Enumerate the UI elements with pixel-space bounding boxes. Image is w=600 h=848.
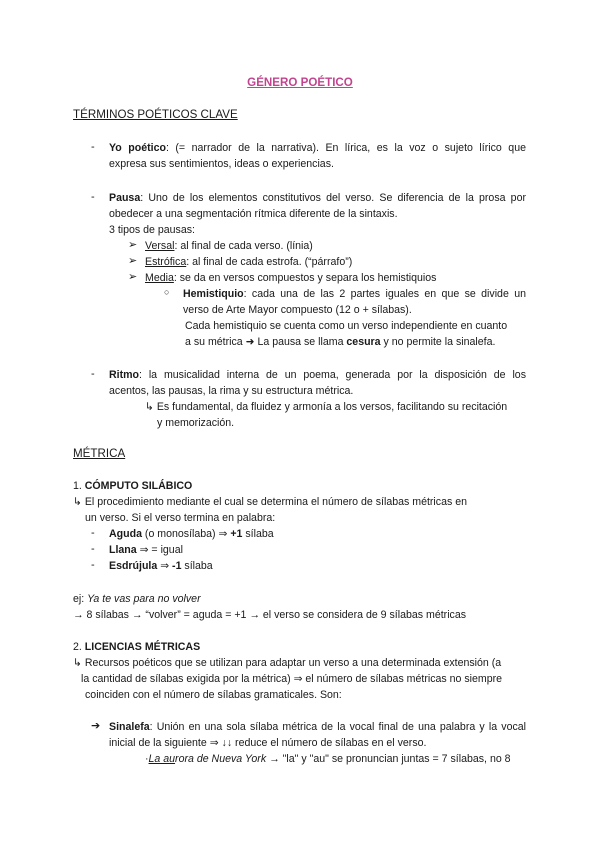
licencias-title: LICENCIAS MÉTRICAS — [84, 641, 201, 653]
section-heading-metrica: MÉTRICA — [73, 447, 126, 460]
hemistiquio-line4 — [185, 334, 495, 350]
ritmo-def: : la musicalidad interna de un poema, generada por la disposición de los — [139, 369, 526, 381]
term-llana: Llana — [109, 544, 137, 556]
esdrujula-end: sílaba — [181, 560, 213, 572]
term-cesura: cesura — [346, 336, 381, 348]
pausa-media — [145, 270, 436, 286]
yo-poetico-line1 — [109, 140, 526, 156]
hemistiquio-def: : cada una de las 2 partes iguales en que se divide un — [243, 288, 526, 300]
dash-bullet: - — [91, 559, 95, 571]
example-verse: Ya te vas para no volver — [87, 593, 201, 605]
esdrujula-value: -1 — [172, 560, 182, 572]
example-prefix: ej: — [73, 593, 88, 605]
esdrujula-rest: ⇒ — [157, 560, 173, 572]
sinalefa-ex-joined: La au — [148, 753, 176, 765]
dash-bullet: - — [91, 141, 95, 153]
term-versal: Versal — [145, 240, 175, 252]
pausa-line1 — [109, 190, 526, 206]
hemistiquio-line3: Cada hemistiquio se cuenta como un verso independiente en cuanto — [185, 320, 508, 332]
yo-poetico-def: : (= narrador de la narrativa). En lírica, es la voz o sujeto lírico que — [165, 142, 526, 154]
sinalefa-example — [145, 751, 511, 767]
sinalefa-ex-rest: → "la" y "au" se pronuncian juntas = 7 sílabas, no 8 — [266, 753, 511, 765]
dash-bullet: - — [91, 527, 95, 539]
corner-arrow-icon: ↳ — [73, 496, 82, 508]
example-calc-line: → 8 sílabas → “volver” = aguda = +1 → el verso se considera de 9 sílabas métricas — [73, 609, 467, 621]
hemi-line4-b: La pausa se llama — [254, 336, 347, 348]
term-esdrujula: Esdrújula — [109, 560, 158, 572]
circle-bullet-icon: ○ — [164, 287, 170, 297]
page-title: GÉNERO POÉTICO — [247, 76, 353, 89]
ritmo-line3-text: Es fundamental, da fluidez y armonía a los versos, facilitando su recitación — [153, 401, 508, 413]
sinalefa-ex-verse: rora de Nueva York — [175, 753, 267, 765]
licencias-line2: la cantidad de sílabas exigida por la métrica) ⇒ el número de sílabas métricas no siempre — [81, 673, 503, 685]
licencias-line3: coinciden con el número de sílabas gramaticales. Son: — [85, 689, 342, 701]
dash-bullet: - — [91, 543, 95, 555]
aguda-end: sílaba — [242, 528, 274, 540]
yo-poetico-line2: expresa sus sentimientos, ideas o experiencias. — [109, 158, 334, 170]
ritmo-line2: acentos, las pausas, la rima y su estructura métrica. — [109, 385, 354, 397]
term-media: Media — [145, 272, 174, 284]
term-yo-poetico: Yo poético — [109, 142, 166, 154]
right-arrow-bullet-icon: ➔ — [91, 720, 101, 732]
computo-line1 — [73, 494, 467, 510]
term-hemistiquio: Hemistiquio — [183, 288, 244, 300]
term-ritmo: Ritmo — [109, 369, 140, 381]
aguda-value: +1 — [230, 528, 243, 540]
regla-aguda — [109, 526, 274, 542]
term-estrofica: Estrófica — [145, 256, 187, 268]
versal-def: : al final de cada verso. (línia) — [174, 240, 313, 252]
llana-rest: ⇒ = igual — [136, 544, 183, 556]
computo-heading — [73, 478, 192, 494]
hemi-line4-a: a su métrica — [185, 336, 246, 348]
media-def: : se da en versos compuestos y separa los hemistiquios — [173, 272, 437, 284]
pausa-def: : Uno de los elementos constitutivos del verso. Se diferencia de la prosa por — [140, 192, 526, 204]
ritmo-line4: y memorización. — [157, 417, 235, 429]
computo-number: 1. — [73, 480, 85, 492]
pausa-line3: 3 tipos de pausas: — [109, 224, 195, 236]
corner-arrow-icon: ↳ — [145, 401, 154, 413]
term-pausa: Pausa — [109, 192, 141, 204]
ritmo-line3 — [145, 399, 507, 415]
pausa-versal — [145, 238, 313, 254]
pausa-estrofica — [145, 254, 352, 270]
regla-llana — [109, 542, 183, 558]
arrowhead-bullet-icon: ➢ — [128, 255, 138, 267]
licencias-line1 — [73, 655, 501, 671]
corner-arrow-icon: ↳ — [73, 657, 82, 669]
arrowhead-bullet-icon: ➢ — [128, 271, 138, 283]
computo-line1-text: El procedimiento mediante el cual se determina el número de sílabas métricas en — [81, 496, 467, 508]
aguda-rest: (o monosílaba) ⇒ — [141, 528, 231, 540]
dash-bullet: - — [91, 191, 95, 203]
arrowhead-bullet-icon: ➢ — [128, 239, 138, 251]
sinalefa-def: : Unión en una sola sílaba métrica de la vocal final de una palabra y la vocal — [149, 721, 526, 733]
term-sinalefa: Sinalefa — [109, 721, 150, 733]
licencias-line1-text: Recursos poéticos que se utilizan para adaptar un verso a una determinada extensión (a — [81, 657, 502, 669]
section-heading-terminos: TÉRMINOS POÉTICOS CLAVE — [73, 108, 238, 121]
sinalefa-line2: inicial de la siguiente ⇒ ↓↓ reduce el número de sílabas en el verso. — [109, 737, 427, 749]
dash-bullet: - — [91, 368, 95, 380]
regla-esdrujula — [109, 558, 213, 574]
licencias-heading — [73, 639, 200, 655]
hemi-line4-c: y no permite la sinalefa. — [380, 336, 496, 348]
sinalefa-line1 — [109, 719, 526, 735]
sinalefa-ex-dot: · — [145, 753, 149, 765]
ritmo-line1 — [109, 367, 526, 383]
hemistiquio-line1 — [183, 286, 526, 302]
pausa-line2: obedecer a una segmentación rítmica diferente de la sintaxis. — [109, 208, 398, 220]
example-verse-line — [73, 591, 201, 607]
licencias-number: 2. — [73, 641, 85, 653]
bold-arrow-icon: ➜ — [245, 336, 255, 348]
computo-title: CÓMPUTO SILÁBICO — [84, 480, 193, 492]
computo-line2: un verso. Si el verso termina en palabra: — [85, 512, 276, 524]
term-aguda: Aguda — [109, 528, 142, 540]
estrofica-def: : al final de cada estrofa. (“párrafo”) — [186, 256, 353, 268]
hemistiquio-line2: verso de Arte Mayor compuesto (12 o + sílabas). — [183, 304, 412, 316]
